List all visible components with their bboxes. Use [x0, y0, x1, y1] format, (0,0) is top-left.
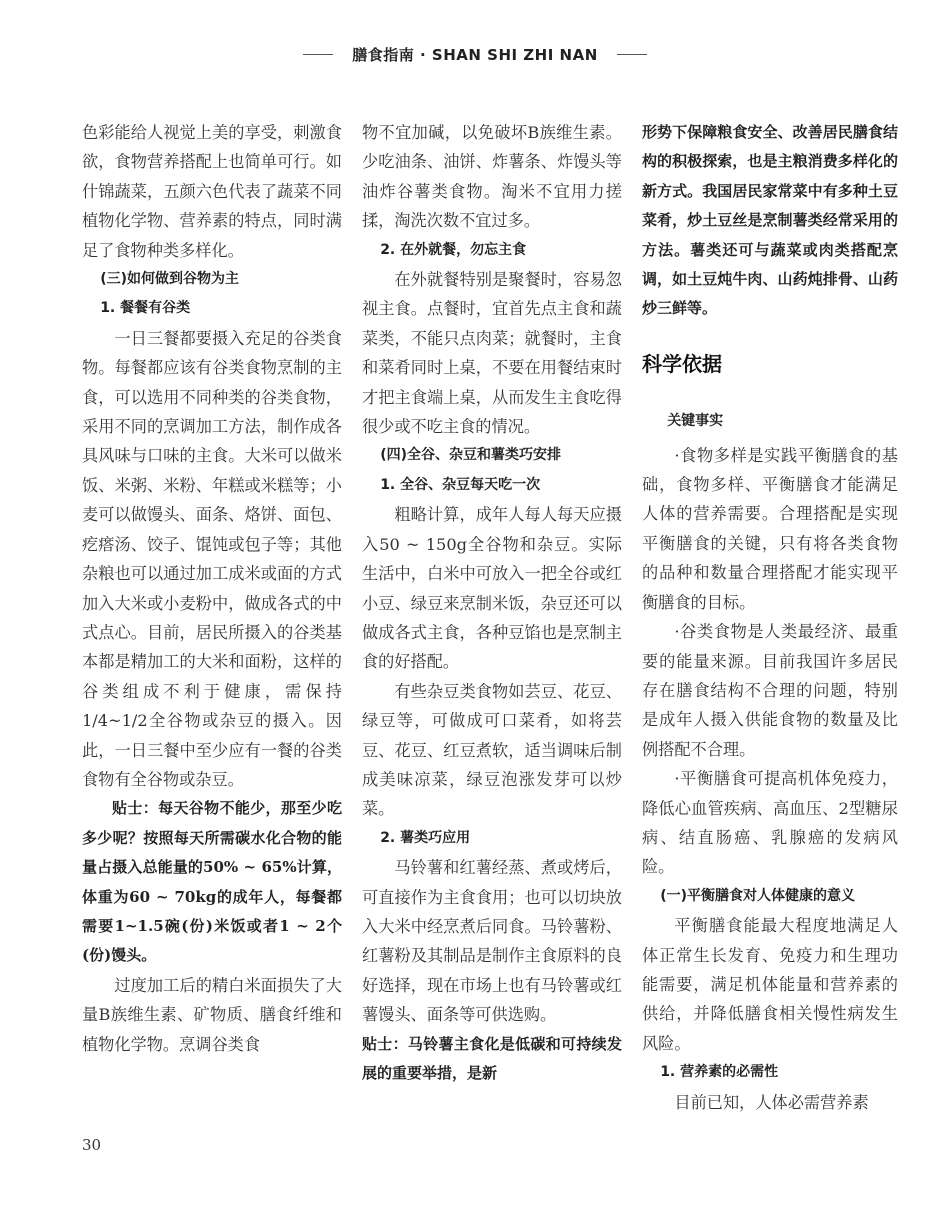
paragraph: 色彩能给人视觉上美的享受，刺激食欲，食物营养搭配上也简单可行。如什锦蔬菜，五颜六色代表了蔬菜不同植物化学物、营养素的特点，同时满足了食物种类多样化。 [82, 123, 342, 260]
header-title: 膳食指南 · SHAN SHI ZHI NAN [352, 46, 598, 64]
tip-box: 贴士：马铃薯主食化是低碳和可持续发展的重要举措，是新 [362, 1034, 622, 1082]
subheading: (四)全谷、杂豆和薯类巧安排 [380, 447, 561, 464]
paragraph: 一日三餐都要摄入充足的谷类食物。每餐都应该有谷类食物烹制的主食，可以选用不同种类的谷类食物，采用不同的烹调加工方法，制作成各具风味与口味的主食。大米可以做米饭、米粥、米粉、年糕或米糕等；小麦可以做馒头、面条、烙饼、面包、疙瘩汤、饺子、馄饨或包子等；其他杂粮也可以通过加工成米或面的方式加入大米或小麦粉中，做成各式的中式点心。目前，居民所摄入的谷类基本都是精加工的大米和面粉，这样的谷类组成不利于健康，需保持1/4~1/2全谷物或杂豆的摄入。因此，一日三餐中至少应有一餐的谷类食物有全谷物或杂豆。 [82, 328, 342, 789]
paragraph: 目前已知，人体必需营养素 [674, 1092, 869, 1112]
subheading: 2. 在外就餐，勿忘主食 [380, 241, 527, 258]
column-3 [642, 118, 898, 1117]
paragraph: 马铃薯和红薯经蒸、煮或烤后，可直接作为主食食用；也可以切块放入大米中经烹煮后同食。马铃薯粉、红薯粉及其制品是制作主食原料的良好选择，现在市场上也有马铃薯或红薯馒头、面条等可供选购。 [362, 858, 622, 1025]
column-1 [82, 118, 342, 1059]
fact-item: ·平衡膳食可提高机体免疫力，降低心血管疾病、高血压、2型糖尿病、结直肠癌、乳腺癌的发病风险。 [642, 769, 898, 877]
fact-item: ·食物多样是实践平衡膳食的基础，食物多样、平衡膳食才能满足人体的营养需要。合理搭配是实现平衡膳食的关键，只有将各类食物的品种和数量合理搭配才能实现平衡膳食的目标。 [642, 445, 898, 612]
paragraph: 有些杂豆类食物如芸豆、花豆、绿豆等，可做成可口菜肴，如将芸豆、花豆、红豆煮软，适当调味后制成美味凉菜，绿豆泡涨发芽可以炒菜。 [362, 681, 622, 819]
subheading: (一)平衡膳食对人体健康的意义 [660, 887, 855, 904]
paragraph: 在外就餐特别是聚餐时，容易忽视主食。点餐时，宜首先点主食和蔬菜类，不能只点肉菜；就餐时，主食和菜肴同时上桌，不要在用餐结束时才把主食端上桌，从而发生主食吃得很少或不吃主食的情况。 [362, 270, 622, 437]
running-header [0, 44, 950, 65]
subheading: 1. 全谷、杂豆每天吃一次 [380, 476, 541, 493]
section-heading: 科学依据 [642, 351, 722, 376]
subheading: (三)如何做到谷物为主 [100, 271, 239, 288]
subheading: 1. 营养素的必需性 [660, 1064, 779, 1081]
key-facts-heading: 关键事实 [667, 413, 724, 430]
page-number: 30 [82, 1136, 102, 1154]
paragraph: 粗略计算，成年人每人每天应摄入50 ~ 150g全谷物和杂豆。实际生活中，白米中可放入一把全谷或红小豆、绿豆来烹制米饭，杂豆还可以做成各式主食，各种豆馅也是烹制主食的好搭配。 [362, 505, 622, 672]
tip-box: 贴士：每天谷物不能少，那至少吃多少呢？按照每天所需碳水化合物的能量占摄入总能量的50% ~ 65%计算，体重为60 ~ 70kg的成年人，每餐都需要1~1.5碗(份)米饭或者1 ~ 2个(份)馒头。 [82, 799, 342, 965]
tip-box: 形势下保障粮食安全、改善居民膳食结构的积极探索，也是主粮消费多样化的新方式。我国居民家常菜中有多种土豆菜肴，炒土豆丝是烹制薯类经常采用的方法。薯类还可与蔬菜或肉类搭配烹调，如土豆炖牛肉、山药炖排骨、山药炒三鲜等。 [642, 123, 898, 318]
subheading: 2. 薯类巧应用 [380, 829, 471, 846]
header-rule-right [617, 54, 647, 55]
fact-item: ·谷类食物是人类最经济、最重要的能量来源。目前我国许多居民存在膳食结构不合理的问题，特别是成年人摄入供能食物的数量及比例搭配不合理。 [642, 622, 898, 759]
header-rule-left [303, 54, 333, 55]
paragraph: 过度加工后的精白米面损失了大量B族维生素、矿物质、膳食纤维和植物化学物。烹调谷类食 [82, 975, 342, 1054]
subheading: 1. 餐餐有谷类 [100, 300, 191, 317]
column-2 [362, 118, 622, 1088]
paragraph: 物不宜加碱，以免破坏B族维生素。少吃油条、油饼、炸薯条、炸馒头等油炸谷薯类食物。淘米不宜用力搓揉，淘洗次数不宜过多。 [362, 123, 622, 231]
paragraph: 平衡膳食能最大程度地满足人体正常生长发育、免疫力和生理功能需要，满足机体能量和营养素的供给，并降低膳食相关慢性病发生风险。 [642, 916, 898, 1053]
